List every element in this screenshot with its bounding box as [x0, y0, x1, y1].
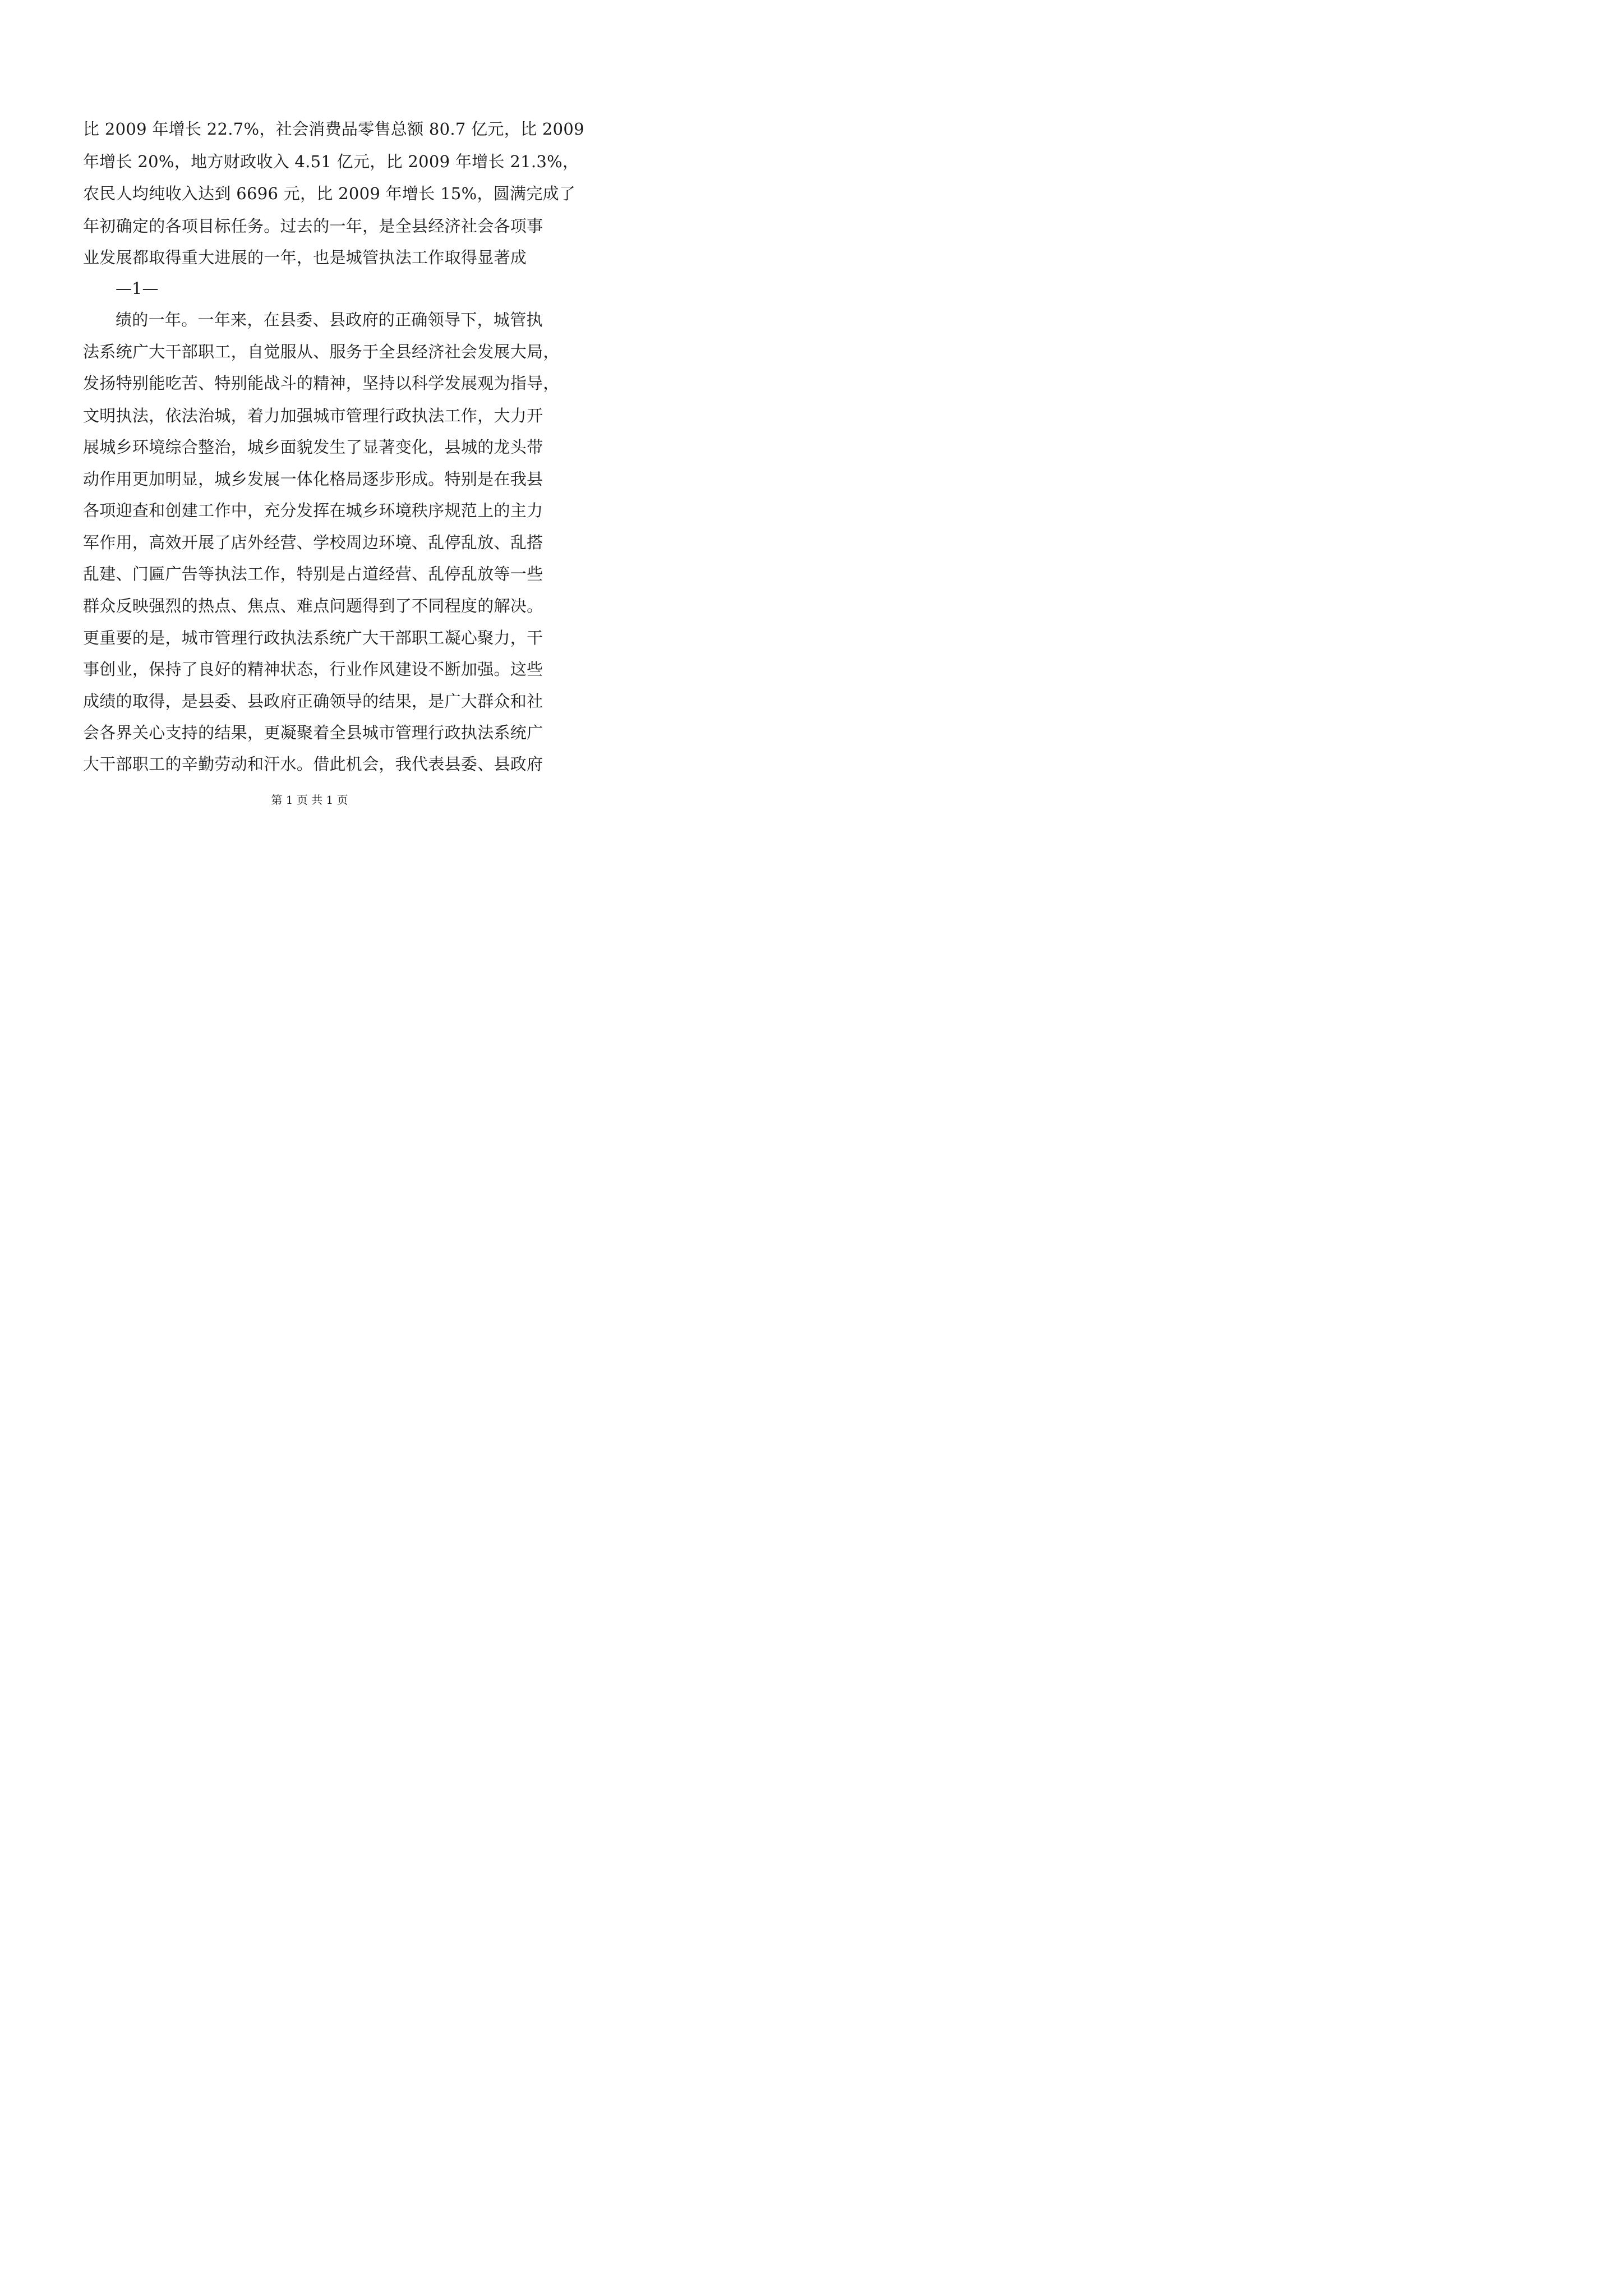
body-text-line: 更重要的是，城市管理行政执法系统广大干部职工凝心聚力，干 — [83, 628, 543, 647]
page-number-marker: —1— — [116, 279, 159, 298]
body-text-line: 事创业，保持了良好的精神状态，行业作风建设不断加强。这些 — [83, 660, 543, 679]
body-text-line: 法系统广大干部职工，自觉服从、服务于全县经济社会发展大局， — [83, 342, 560, 361]
body-text-line: 农民人均纯收入达到 6696 元，比 2009 年增长 15%，圆满完成了 — [83, 184, 576, 203]
document-page — [0, 0, 619, 876]
body-text-line: 大干部职工的辛勤劳动和汗水。借此机会，我代表县委、县政府 — [83, 754, 543, 774]
body-text-line: 业发展都取得重大进展的一年，也是城管执法工作取得显著成 — [83, 248, 527, 267]
body-text-line: 动作用更加明显，城乡发展一体化格局逐步形成。特别是在我县 — [83, 470, 543, 489]
body-text-line: 群众反映强烈的热点、焦点、难点问题得到了不同程度的解决。 — [83, 596, 543, 615]
page-footer: 第 1 页 共 1 页 — [271, 793, 348, 807]
body-text-line: 展城乡环境综合整治，城乡面貌发生了显著变化，县城的龙头带 — [83, 438, 543, 457]
body-text-line: 年增长 20%，地方财政收入 4.51 亿元，比 2009 年增长 21.3%， — [83, 152, 579, 171]
body-text-line: 文明执法，依法治城，着力加强城市管理行政执法工作，大力开 — [83, 406, 543, 425]
body-text-line: 各项迎查和创建工作中，充分发挥在城乡环境秩序规范上的主力 — [83, 501, 543, 520]
body-text-line: 年初确定的各项目标任务。过去的一年，是全县经济社会各项事 — [83, 217, 543, 236]
body-text-line: 乱建、门匾广告等执法工作，特别是占道经营、乱停乱放等一些 — [83, 564, 543, 583]
body-text-line: 军作用，高效开展了店外经营、学校周边环境、乱停乱放、乱搭 — [83, 533, 543, 552]
body-text-line: 绩的一年。一年来，在县委、县政府的正确领导下，城管执 — [116, 310, 543, 329]
body-text-line: 发扬特别能吃苦、特别能战斗的精神，坚持以科学发展观为指导， — [83, 374, 560, 393]
body-text-line: 成绩的取得，是县委、县政府正确领导的结果，是广大群众和社 — [83, 692, 543, 711]
body-text-line: 比 2009 年增长 22.7%，社会消费品零售总额 80.7 亿元，比 2009 — [83, 119, 584, 139]
body-text-line: 会各界关心支持的结果，更凝聚着全县城市管理行政执法系统广 — [83, 723, 543, 742]
